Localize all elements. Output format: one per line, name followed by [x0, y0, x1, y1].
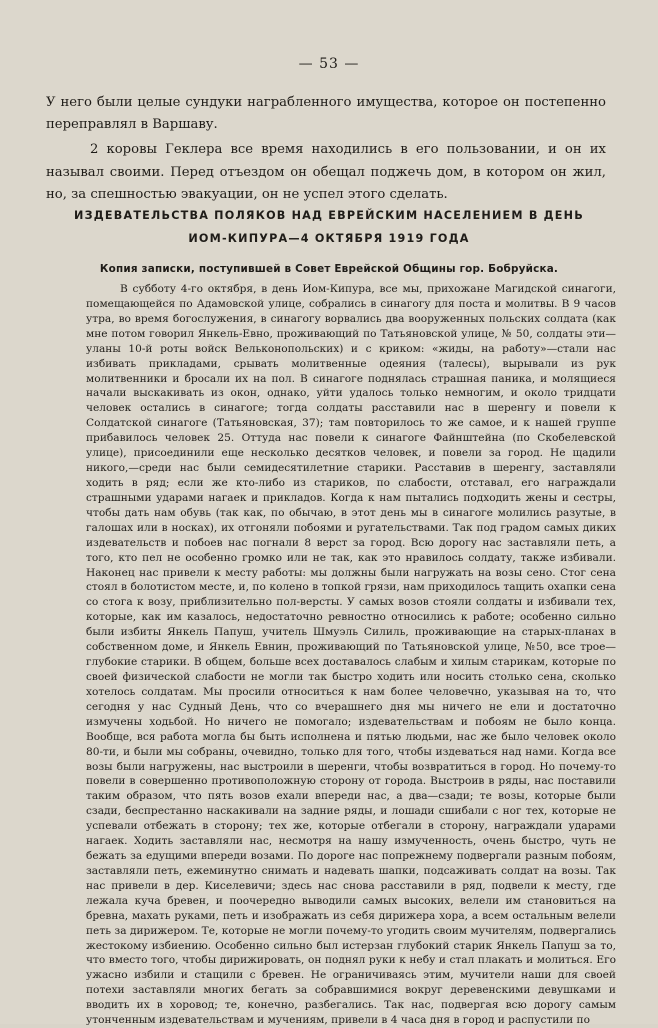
section-heading-line-1: ИЗДЕВАТЕЛЬСТВА ПОЛЯКОВ НАД ЕВРЕЙСКИМ НАСЕЛЕНИЕМ В ДЕНЬ [74, 209, 584, 222]
section-subheading: Копия записки, поступившей в Совет Еврейской Общины гор. Бобруйска. [99, 263, 559, 275]
previous-section-text [46, 92, 606, 206]
body-paragraph: В субботу 4-го октября, в день Иом-Кипура, все мы, прихожане Магидской синагоги, помещающейся по Адамовской улице, собрались в синагогу для поста и молитвы. В 9 часов утра, во время богослужения, в синагогу ворвались два вооруженных польских солдата (как мне потом говорил Янкель-Евно, проживающий по Татьяновской улице, № 50, солдаты эти—уланы 10-й роты войск Вельконопольских) и с криком: «жиды, на работу»—стали нас избивать прикладами, срывать молитвенные одеяния (талесы), вырывали из рук молитвенники и бросали их на пол. В синагоге поднялась страшная паника, и молящиеся начали выскакивать из окон, однако, уйти удалось только немногим, и около тридцати человек остались в синагоге; тогда солдаты расставили нас в шеренгу и повели к Солдатской синагоге (Татьяновская, 37); там повторилось то же самое, и к нашей группе прибавилось человек 25. Оттуда нас повели к синагоге Файнштейна (по Скобелевской улице), присоединили еще несколько десятков человек, и повели за город. Не щадили никого,—среди нас были семидесятилетние старики. Расставив в шеренгу, заставляли ходить в ряд; если же кто-либо из стариков, по слабости, отставал, его награждали страшными ударами нагаек и прикладов. Когда к нам пытались подходить жены и сестры, чтобы дать нам обувь (так как, по обычаю, в этот день мы в синагоге молились разутые, в галошах или в носках), их отгоняли побоями и ругательствами. Так под градом самых диких издевательств и побоев нас погнали 8 верст за город. Всю дорогу нас заставляли петь, а того, кто пел не особенно громко или не так, как это нравилось солдату, также избивали. Наконец нас привели к месту работы: мы должны были нагружать на возы сено. Стог сена стоял в болотистом месте, и, по колено в топкой грязи, нам приходилось тащить охапки сена со стога к возу, приблизительно пол-версты. У самых возов стояли солдаты и избивали тех, которые, как им казалось, недостаточно ревностно относились к работе; особенно сильно были избиты Янкель Папуш, учитель Шмуэль Силиль, проживающие на старых-планах в собственном доме, и Янкель Евнин, проживающий по Татьяновской улице, №50, все трое—глубокие старики. В общем, больше всех доставалось слабым и хилым старикам, которые по своей физической слабости не могли так быстро ходить или носить столько сена, сколько хотелось солдатам. Мы просили относиться к нам более человечно, указывая на то, что сегодня у нас Судный День, что со вчерашнего дня мы ничего не ели и достаточно измучены ходьбой. Но ничего не помогало; издевательствам и побоям не было конца. Вообще, вся работа могла бы быть исполнена и пятью людьми, нас же было человек около 80-ти, и были мы собраны, очевидно, только для того, чтобы издеваться над нами. Когда все возы были нагружены, нас выстроили в шеренги, чтобы возвратиться в город. Но почему-то повели в совершенно противоположную сторону от города. Выстроив в ряды, нас поставили таким образом, что пять возов ехали впереди нас, а два—сзади; те возы, которые были сзади, беспрестанно наскакивали на задние ряды, и лошади сшибали с ног тех, которые не успевали отбежать в сторону; тех же, которые отбегали в сторону, награждали ударами нагаек. Ходить заставляли нас, несмотря на нашу измученность, очень быстро, чуть не бежать за едущими впереди возами. По дороге нас попрежнему подвергали разным побоям, заставляли петь, ежеминутно снимать и надевать шапки, подсаживать солдат на возы. Так нас привели в дер. Киселевичи; здесь нас снова расставили в ряд, подвели к месту, где лежала куча бревен, и поочередно выводили самых высоких, велели им становиться на бревна, махать руками, петь и изображать из себя дирижера хора, а всем остальным велели петь за дирижером. Те, которые не могли почему-то угодить своим мучителям, подвергались жестокому избиению. Особенно сильно был истерзан глубокий старик Янкель Папуш за то, что вместо того, чтобы дирижировать, он поднял руки к небу и стал плакать и молиться. Его ужасно избили и стащили с бревен. Не ограничиваясь этим, мучители наши для своей потехи заставляли многих бегать за собравшимися вокруг деревенскими девушками и вводить их в хоровод; те, конечно, разбегались. Так нас, подвергая всю дорогу самым утонченным издевательствам и мучениям, привели в 4 часа дня в город и распустили по [86, 283, 616, 1027]
section-heading-line-2: ИОМ-КИПУРА—4 ОКТЯБРЯ 1919 ГОДА [188, 232, 470, 245]
paragraph: У него были целые сундуки награбленного имущества, которое он постепенно переправлял в Варшаву. [46, 95, 606, 133]
paragraph: 2 коровы Геклера все время находились в его пользовании, и он их называл своими. Перед отъездом он обещал поджечь дом, в котором он жил, но, за спешностью эвакуации, он не успел этого сделать. [46, 142, 606, 202]
page-number: — 53 — [298, 56, 360, 72]
